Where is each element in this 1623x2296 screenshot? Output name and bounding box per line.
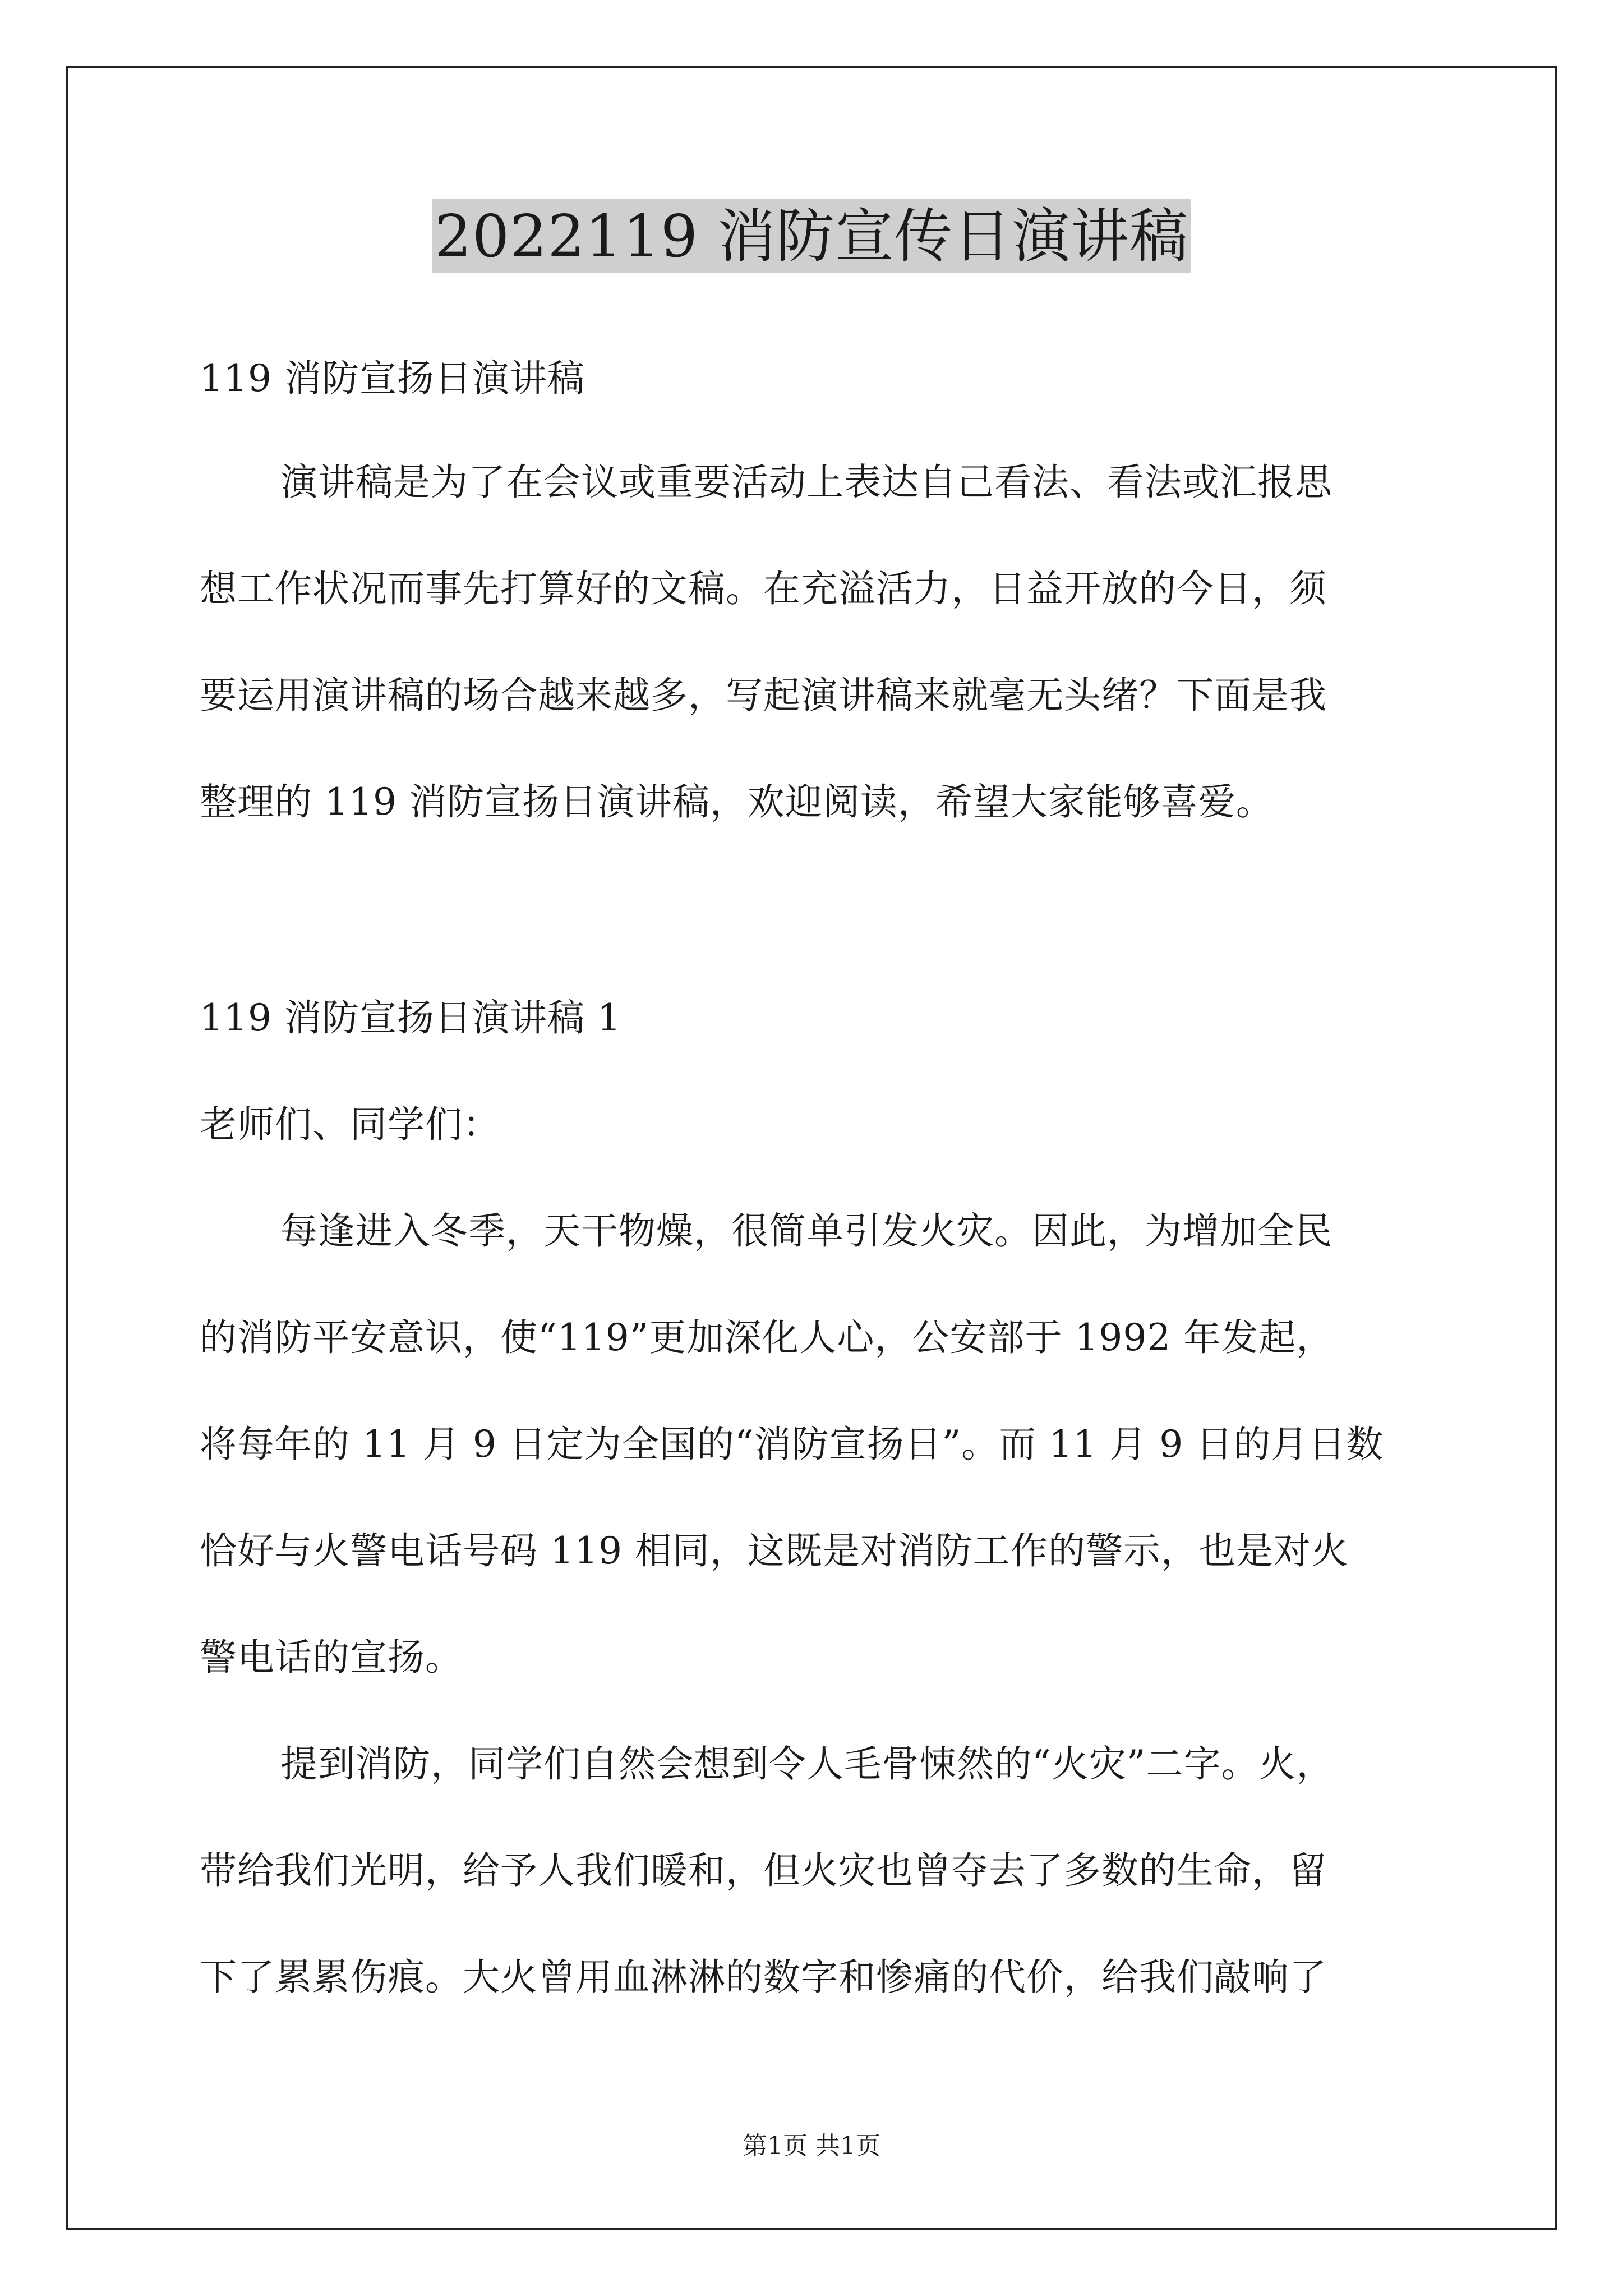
- page-number-footer: 第1页 共1页: [743, 2132, 880, 2160]
- intro-line-2: 想工作状况而事先打算好的文稿。在充溢活力，日益开放的今日，须: [200, 567, 1327, 610]
- greeting: 老师们、同学们：: [200, 1103, 500, 1146]
- section-heading: 119 消防宣扬日演讲稿 1: [200, 996, 621, 1039]
- document-title: 2022119 消防宣传日演讲稿: [432, 199, 1191, 273]
- title-container: [0, 199, 1623, 273]
- intro-line-3: 要运用演讲稿的场合越来越多，写起演讲稿来就毫无头绪？下面是我: [200, 674, 1327, 717]
- para2-line-1: 提到消防，同学们自然会想到令人毛骨悚然的“火灾”二字。火，: [280, 1742, 1334, 1786]
- para2-line-3: 下了累累伤痕。大火曾用血淋淋的数字和惨痛的代价，给我们敲响了: [200, 1955, 1327, 1999]
- intro-line-4: 整理的 119 消防宣扬日演讲稿，欢迎阅读，希望大家能够喜爱。: [200, 780, 1274, 823]
- para2-line-2: 带给我们光明，给予人我们暖和，但火灾也曾夺去了多数的生命，留: [200, 1849, 1327, 1892]
- para1-line-4: 恰好与火警电话号码 119 相同，这既是对消防工作的警示，也是对火: [200, 1529, 1349, 1572]
- document-subtitle: 119 消防宣扬日演讲稿: [200, 357, 585, 400]
- para1-line-1: 每逢进入冬季，天干物燥，很简单引发火灾。因此，为增加全民: [280, 1209, 1332, 1253]
- intro-line-1: 演讲稿是为了在会议或重要活动上表达自己看法、看法或汇报思: [280, 461, 1332, 504]
- para1-line-5: 警电话的宣扬。: [200, 1636, 463, 1679]
- para1-line-2: 的消防平安意识，使“119”更加深化人心，公安部于 1992 年发起，: [200, 1316, 1334, 1359]
- para1-line-3: 将每年的 11 月 9 日定为全国的“消防宣扬日”。而 11 月 9 日的月日数: [200, 1423, 1384, 1466]
